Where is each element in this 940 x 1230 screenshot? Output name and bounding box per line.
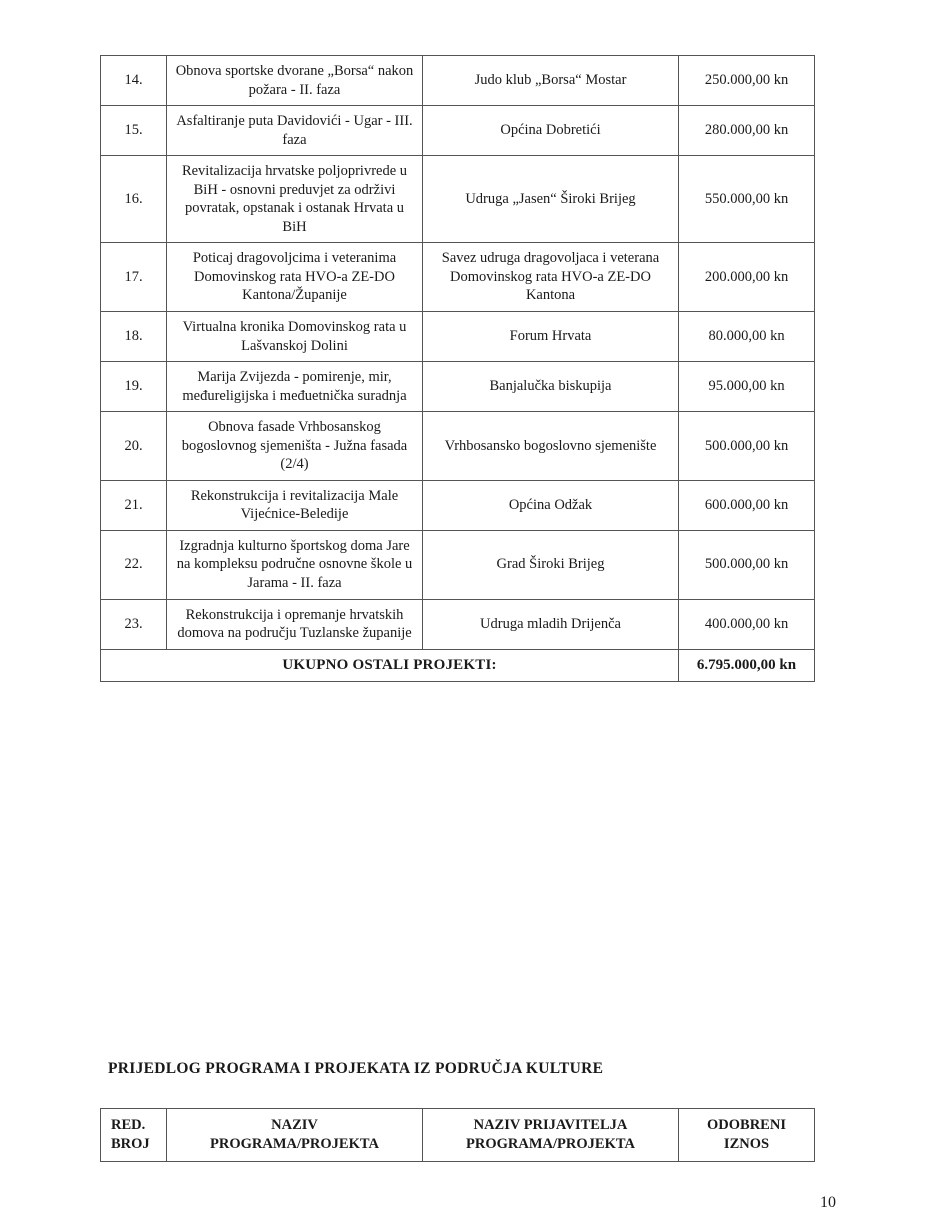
- header-amount-line2: IZNOS: [723, 1135, 770, 1152]
- row-number: 23.: [101, 599, 167, 649]
- row-project-name: Izgradnja kulturno športskog doma Jare na kompleksu područne osnovne škole u Jarama - II. faza: [167, 530, 423, 599]
- row-number: 21.: [101, 480, 167, 530]
- row-applicant: Udruga „Jasen“ Široki Brijeg: [423, 156, 679, 243]
- row-amount: 400.000,00 kn: [679, 599, 815, 649]
- header-number-line1: RED.: [111, 1117, 146, 1133]
- row-number: 20.: [101, 412, 167, 481]
- header-applicant-line2: PROGRAMA/PROJEKTA: [466, 1135, 635, 1152]
- row-project-name: Rekonstrukcija i revitalizacija Male Vijećnice-Beledije: [167, 480, 423, 530]
- table-header-row: [101, 1109, 815, 1162]
- row-amount: 280.000,00 kn: [679, 106, 815, 156]
- row-project-name: Marija Zvijezda - pomirenje, mir, međureligijska i međuetnička suradnja: [167, 362, 423, 412]
- row-number: 22.: [101, 530, 167, 599]
- header-name-line1: NAZIV: [271, 1117, 318, 1133]
- row-applicant: Općina Odžak: [423, 480, 679, 530]
- row-applicant: Savez udruga dragovoljaca i veterana Domovinskog rata HVO-a ZE-DO Kantona: [423, 243, 679, 312]
- row-project-name: Virtualna kronika Domovinskog rata u Lašvanskoj Dolini: [167, 312, 423, 362]
- row-applicant: Udruga mladih Drijenča: [423, 599, 679, 649]
- row-project-name: Poticaj dragovoljcima i veteranima Domovinskog rata HVO-a ZE-DO Kantona/Županije: [167, 243, 423, 312]
- row-amount: 600.000,00 kn: [679, 480, 815, 530]
- table-row: [101, 56, 815, 106]
- row-number: 19.: [101, 362, 167, 412]
- culture-table-header: [100, 1108, 814, 1162]
- header-amount-line1: ODOBRENI: [707, 1117, 786, 1133]
- row-number: 14.: [101, 56, 167, 106]
- row-number: 18.: [101, 312, 167, 362]
- projects-table-continued: [100, 55, 814, 682]
- row-number: 16.: [101, 156, 167, 243]
- row-amount: 250.000,00 kn: [679, 56, 815, 106]
- row-amount: 500.000,00 kn: [679, 530, 815, 599]
- table-row: [101, 362, 815, 412]
- header-cell-name: [167, 1109, 423, 1162]
- header-cell-number: [101, 1109, 167, 1162]
- table-row: [101, 243, 815, 312]
- table-row: [101, 480, 815, 530]
- row-project-name: Asfaltiranje puta Davidovići - Ugar - III. faza: [167, 106, 423, 156]
- table-row: [101, 156, 815, 243]
- row-project-name: Obnova sportske dvorane „Borsa“ nakon požara - II. faza: [167, 56, 423, 106]
- row-amount: 500.000,00 kn: [679, 412, 815, 481]
- row-applicant: Grad Široki Brijeg: [423, 530, 679, 599]
- row-applicant: Vrhbosansko bogoslovno sjemenište: [423, 412, 679, 481]
- row-applicant: Forum Hrvata: [423, 312, 679, 362]
- table-row: [101, 412, 815, 481]
- total-amount: 6.795.000,00 kn: [679, 649, 815, 681]
- row-applicant: Judo klub „Borsa“ Mostar: [423, 56, 679, 106]
- header-cell-amount: [679, 1109, 815, 1162]
- row-amount: 80.000,00 kn: [679, 312, 815, 362]
- total-label: UKUPNO OSTALI PROJEKTI:: [101, 649, 679, 681]
- table-row: [101, 599, 815, 649]
- table-row: [101, 312, 815, 362]
- row-project-name: Obnova fasade Vrhbosanskog bogoslovnog sjemeništa - Južna fasada (2/4): [167, 412, 423, 481]
- row-amount: 550.000,00 kn: [679, 156, 815, 243]
- table-row: [101, 106, 815, 156]
- row-amount: 95.000,00 kn: [679, 362, 815, 412]
- header-cell-applicant: [423, 1109, 679, 1162]
- row-applicant: Općina Dobretići: [423, 106, 679, 156]
- row-project-name: Rekonstrukcija i opremanje hrvatskih domova na području Tuzlanske županije: [167, 599, 423, 649]
- header-number-line2: BROJ: [111, 1135, 150, 1152]
- table-total-row: [101, 649, 815, 681]
- row-project-name: Revitalizacija hrvatske poljoprivrede u BiH - osnovni preduvjet za održivi povratak, opstanak i ostanak Hrvata u BiH: [167, 156, 423, 243]
- header-applicant-line1: NAZIV PRIJAVITELJA: [473, 1117, 628, 1133]
- header-name-line2: PROGRAMA/PROJEKTA: [210, 1135, 379, 1152]
- row-applicant: Banjalučka biskupija: [423, 362, 679, 412]
- page-number: 10: [820, 1194, 836, 1211]
- table-row: [101, 530, 815, 599]
- row-number: 15.: [101, 106, 167, 156]
- row-amount: 200.000,00 kn: [679, 243, 815, 312]
- culture-section-heading: PRIJEDLOG PROGRAMA I PROJEKATA IZ PODRUČJA KULTURE: [108, 1060, 604, 1077]
- row-number: 17.: [101, 243, 167, 312]
